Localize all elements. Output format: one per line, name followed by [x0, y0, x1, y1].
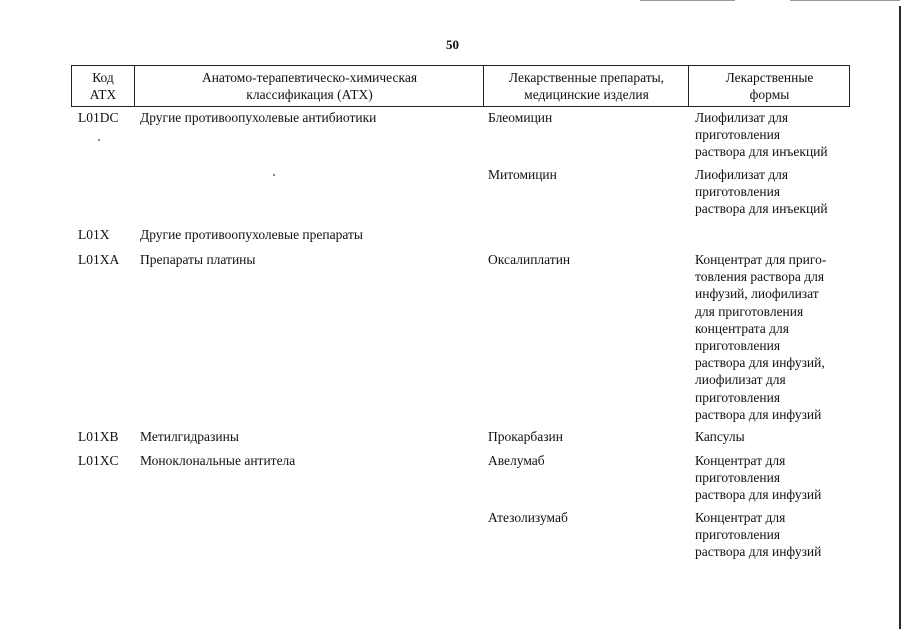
page-number: 50 — [446, 37, 459, 52]
dosage-form: Капсулы — [695, 429, 745, 444]
dosage-form: Концентрат для приго- товления раствора для инфузий, лиофилизат для приготовления концентрата для приготовления раствора для инфузий, лиофилизат для приготовления раствора для инфузий — [695, 252, 827, 422]
header-atc-code: Код АТХ — [89, 70, 117, 102]
dosage-form: Лиофилизат для приготовления раствора для инъекций — [695, 167, 828, 217]
header-atc-classification: Анатомо-терапевтическо-химическая классификация (АТХ) — [134, 66, 484, 106]
atc-classification: Препараты платины — [140, 252, 256, 267]
scan-edge-line — [790, 0, 900, 1]
dosage-form: Лиофилизат для приготовления раствора для инъекций — [695, 110, 828, 160]
atc-code: L01DC — [78, 110, 119, 125]
scan-page-edge — [899, 6, 901, 629]
dosage-form: Концентрат для приготовления раствора для инфузий — [695, 510, 822, 560]
drug-name: Оксалиплатин — [488, 252, 571, 267]
atc-classification: Другие противоопухолевые антибиотики — [140, 110, 377, 125]
table-header — [71, 65, 850, 107]
atc-classification: Другие противоопухолевые препараты — [140, 227, 363, 242]
drug-name: Атезолизумаб — [488, 510, 568, 525]
scan-edge-line — [640, 0, 735, 1]
atc-classification: Моноклональные антитела — [140, 453, 296, 468]
atc-code: L01XC — [78, 453, 119, 468]
atc-code: L01X — [78, 227, 110, 242]
header-drugs: Лекарственные препараты, медицинские изделия — [483, 66, 689, 106]
atc-classification: Метилгидразины — [140, 429, 239, 444]
header-dosage-forms: Лекарственные формы — [688, 66, 850, 106]
drug-name: Блеомицин — [488, 110, 553, 125]
atc-code: L01XA — [78, 252, 120, 267]
drug-name: Авелумаб — [488, 453, 545, 468]
dosage-form: Концентрат для приготовления раствора для инфузий — [695, 453, 822, 503]
drug-name: Митомицин — [488, 167, 557, 182]
scan-speck — [273, 174, 275, 176]
scan-speck — [98, 139, 100, 141]
drug-name: Прокарбазин — [488, 429, 563, 444]
atc-code: L01XB — [78, 429, 119, 444]
